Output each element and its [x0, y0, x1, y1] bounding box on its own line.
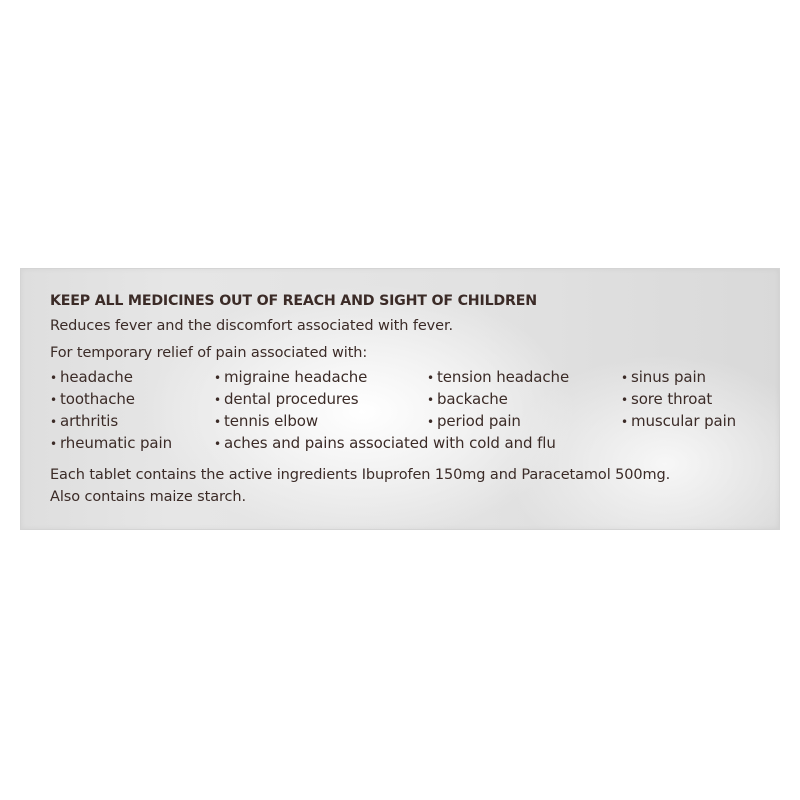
- condition-item: • dental procedures: [214, 390, 359, 408]
- bullet-icon: •: [214, 393, 221, 407]
- condition-item: • headache: [50, 368, 133, 386]
- condition-item: • aches and pains associated with cold and flu: [214, 434, 556, 452]
- condition-item: • arthritis: [50, 412, 119, 430]
- condition-item: • backache: [427, 390, 508, 408]
- condition-item: • migraine headache: [214, 368, 368, 386]
- bullet-icon: •: [214, 371, 221, 385]
- child-safety-warning: KEEP ALL MEDICINES OUT OF REACH AND SIGHT OF CHILDREN: [50, 293, 537, 309]
- active-ingredients: Each tablet contains the active ingredients Ibuprofen 150mg and Paracetamol 500mg.: [50, 467, 671, 483]
- condition-item: • tension headache: [427, 368, 570, 386]
- bullet-icon: •: [427, 415, 434, 429]
- bullet-icon: •: [621, 393, 628, 407]
- condition-item: • rheumatic pain: [50, 434, 173, 452]
- bullet-icon: •: [214, 437, 221, 451]
- medicine-label-panel: [20, 268, 780, 530]
- relief-intro: For temporary relief of pain associated with:: [50, 345, 368, 361]
- other-ingredients: Also contains maize starch.: [50, 489, 246, 505]
- bullet-icon: •: [50, 371, 57, 385]
- fever-description: Reduces fever and the discomfort associated with fever.: [50, 318, 453, 334]
- bullet-icon: •: [50, 393, 57, 407]
- bullet-icon: •: [50, 415, 57, 429]
- condition-item: • period pain: [427, 412, 521, 430]
- conditions-list: [50, 368, 770, 458]
- bullet-icon: •: [621, 415, 628, 429]
- condition-item: • sinus pain: [621, 368, 706, 386]
- bullet-icon: •: [427, 371, 434, 385]
- condition-item: • muscular pain: [621, 412, 737, 430]
- bullet-icon: •: [50, 437, 57, 451]
- bullet-icon: •: [427, 393, 434, 407]
- condition-item: • tennis elbow: [214, 412, 319, 430]
- condition-item: • toothache: [50, 390, 135, 408]
- bullet-icon: •: [621, 371, 628, 385]
- condition-item: • sore throat: [621, 390, 713, 408]
- bullet-icon: •: [214, 415, 221, 429]
